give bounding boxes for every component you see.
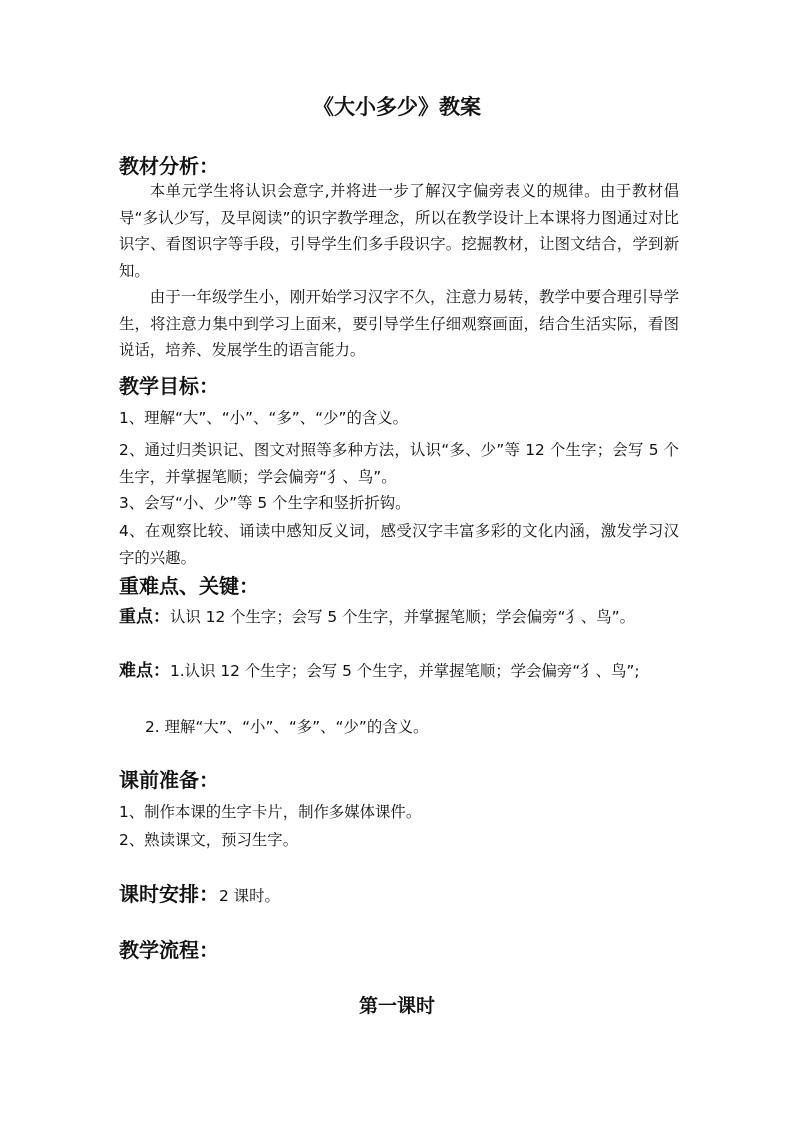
difficulty-text-2: 2. 理解“大”、“小”、“多”、“少”的含义。: [145, 718, 429, 736]
focus-label: 重点：: [119, 607, 170, 627]
prep-item-2: 2、熟读课文，预习生字。: [119, 831, 299, 849]
schedule-value: 2 课时。: [219, 887, 280, 905]
difficulty-text-1: 1.认识 12 个生字；会写 5 个生字，并掌握笔顺；学会偏旁“犭、鸟”;: [170, 662, 640, 680]
section-heading-key-points: 重难点、关键：: [119, 574, 259, 598]
goal-item-1: 1、理解“大”、“小”、“多”、“少”的含义。: [119, 409, 409, 427]
document-title: 《大小多少》教案: [313, 95, 481, 119]
goal-item-2: 2、通过归类识记、图文对照等多种方法，认识“多、少”等 12 个生字；会写 5 个生字，并掌握笔顺；学会偏旁“犭、鸟”。: [119, 441, 679, 486]
focus-point: [119, 604, 679, 631]
section-heading-goals: 教学目标：: [119, 374, 219, 398]
section-heading-flow: 教学流程：: [119, 938, 219, 962]
lesson-1-heading: 第一课时: [358, 995, 435, 1017]
focus-text: 认识 12 个生字；会写 5 个生字，并掌握笔顺；学会偏旁“犭、鸟”。: [170, 608, 636, 626]
schedule-label: 课时安排：: [119, 882, 219, 906]
analysis-paragraph-1: 本单元学生将认识会意字,并将进一步了解汉字偏旁表义的规律。由于教材倡导“多认少写，及早阅读”的识字教学理念，所以在教学设计上本课将力图通过对比识字、看图识字等手段，引导学生们多手段识字。挖掘教材，让图文结合，学到新知。: [119, 182, 679, 280]
goal-item-4: 4、在观察比较、诵读中感知反义词，感受汉字丰富多彩的文化内涵，激发学习汉字的兴趣。: [119, 522, 679, 567]
difficulty-point: [119, 658, 679, 685]
section-heading-preparation: 课前准备：: [119, 768, 219, 792]
goal-item-3: 3、会写“小、少”等 5 个生字和竖折折钩。: [119, 494, 411, 512]
analysis-paragraph-2: 由于一年级学生小，刚开始学习汉字不久，注意力易转，教学中要合理引导学生，将注意力集中到学习上面来，要引导学生仔细观察画面，结合生活实际，看图说话，培养、发展学生的语言能力。: [119, 288, 679, 359]
schedule-line: [119, 880, 280, 910]
difficulty-label: 难点：: [119, 661, 170, 681]
prep-item-1: 1、制作本课的生字卡片，制作多媒体课件。: [119, 803, 422, 821]
section-heading-analysis: 教材分析：: [119, 154, 219, 178]
